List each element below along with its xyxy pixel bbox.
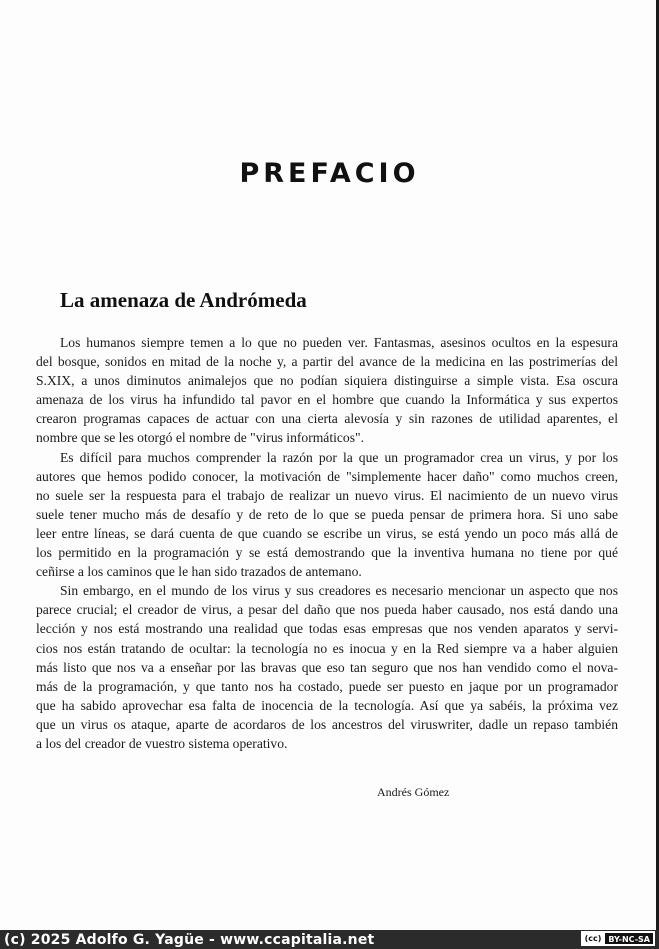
section-heading: La amenaza de Andrómeda	[60, 288, 307, 312]
text-line: que un virus os ataque, aparte de acordaros de los ancestros del viruswriter, dadle un repaso también	[36, 716, 618, 732]
text-line: S.XIX, a unos diminutos animalejos que no podían siquiera distinguirse a simple vista. Esa oscura	[36, 373, 618, 389]
text-line: nombre que se les otorgó el nombre de "virus informáticos".	[36, 430, 364, 446]
text-line: más de la programación, y que tanto nos ha costado, puede ser puesto en jaque por un programador	[36, 678, 618, 694]
text-line: parece crucial; el creador de virus, a pesar del daño que nos pueda haber causado, nos está dando una	[36, 602, 618, 618]
text-line: los permitido en la programación y se está demostrando que la inventiva humana no tiene por qué	[36, 545, 618, 561]
copyright-footer	[0, 930, 659, 949]
body-text	[36, 333, 618, 753]
text-line: del bosque, sonidos en mitad de la noche y, a partir del avance de la medicina en las postrimerías del	[36, 354, 618, 370]
text-line: autores que hemos podido conocer, la motivación de "simplemente hacer daño" como muchos creen,	[36, 468, 618, 484]
text-line: Los humanos siempre temen a lo que no pueden ver. Fantasmas, asesinos ocultos en la espesura	[60, 335, 618, 350]
text-line: que ha sabido aprovechar esa falta de inocencia de la tecnología. Así que ya sabéis, la próxima vez	[36, 697, 618, 713]
license-badge	[581, 931, 655, 946]
text-line: más listo que nos va a enseñar por las bravas que eso tan seguro que nos han vendido como el nova-	[36, 659, 618, 675]
text-line: Es difícil para muchos comprender la razón por la que un programador crea un virus, y por los	[60, 449, 618, 465]
text-line: crearon programas capaces de actuar con una cierta alevosía y sin razones de utilidad aparentes, el	[36, 411, 618, 427]
paragraph-3	[36, 581, 618, 753]
text-line: suele tener mucho más de desafío y de reto de lo que se pueda pensar de primera hora. Si uno sabe	[36, 506, 618, 522]
text-line: amenaza de los virus ha infundido tal pavor en el hombre que cuando la Informática y sus expertos	[36, 392, 618, 408]
text-line: a los del creador de vuestro sistema operativo.	[36, 735, 288, 751]
text-line: no suele ser la respuesta para el trabajo de realizar un nuevo virus. El nacimiento de un nuevo virus	[36, 487, 618, 503]
text-line: leer entre líneas, se dará cuenta de que cuando se escribe un virus, se está yendo un poco más allá de	[36, 525, 618, 541]
text-line: ceñirse a los caminos que le han sido trazados de antemano.	[36, 564, 362, 580]
paragraph-1	[36, 333, 618, 448]
cc-icon: (cc)	[582, 932, 605, 945]
author-signature: Andrés Gómez	[377, 785, 450, 799]
paragraph-2	[36, 448, 618, 582]
license-terms: BY-NC-SA	[605, 933, 653, 944]
text-line: lección y nos está mostrando una realidad que todas esas empresas que nos venden aparatos y servi-	[36, 621, 618, 637]
chapter-title: PREFACIO	[239, 158, 420, 189]
text-line: Sin embargo, en el mundo de los virus y sus creadores es necesario mencionar un aspecto que nos	[60, 583, 618, 599]
copyright-credit: (c) 2025 Adolfo G. Yagüe - www.ccapitalia.net	[4, 932, 375, 948]
text-line: cios nos están tratando de ocultar: la tecnología no es inocua y en la Red siempre va a haber alguien	[36, 640, 618, 656]
